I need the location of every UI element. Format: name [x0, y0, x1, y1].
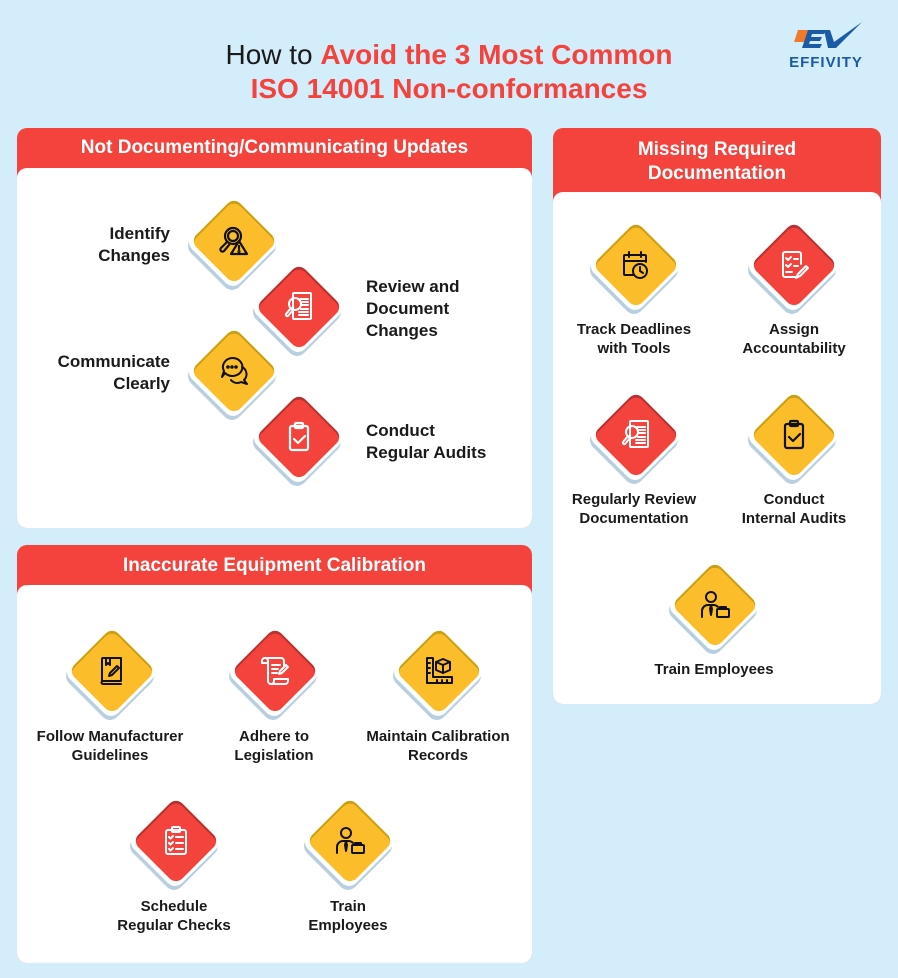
diamond-conduct-regular-audits [253, 394, 345, 486]
diamond-conduct-internal-audits [748, 392, 840, 484]
label-communicate: Communicate Clearly [57, 352, 170, 393]
diamond-adhere-legislation [229, 628, 321, 720]
diamond-track-deadlines [590, 222, 682, 314]
search-warning-icon [216, 223, 252, 259]
checklist-pen-icon [776, 247, 812, 283]
section-title: Not Documenting/Communicating Updates [80, 137, 469, 158]
label-follow-guidelines: Follow Manufacturer Guidelines [36, 728, 184, 764]
ev-logo-mark-icon [768, 20, 884, 54]
diamond-train-employees [669, 562, 761, 654]
label-conduct-regular-audits: Conduct Regular Audits [366, 421, 487, 462]
page-title: How to Avoid the 3 Most Common ISO 14001 Non-conformances [225, 39, 673, 104]
label-assign-accountability: Assign Accountability [742, 321, 846, 357]
label-identify-changes: Identify Changes [98, 224, 170, 265]
book-pen-icon [94, 653, 130, 689]
employee-briefcase-icon [697, 587, 733, 623]
diamond-maintain-records [393, 628, 485, 720]
chat-bubbles-icon [216, 353, 252, 389]
label-train-employees: Train Employees [654, 661, 774, 678]
label-schedule-checks: Schedule Regular Checks [117, 898, 231, 934]
document-search-icon [281, 289, 317, 325]
label-adhere-legislation: Adhere to Legislation [234, 728, 314, 764]
calendar-clock-icon [618, 247, 654, 283]
employee-briefcase-icon [332, 823, 368, 859]
section-title: Inaccurate Equipment Calibration [123, 555, 426, 576]
diamond-assign-accountability [748, 222, 840, 314]
label-track-deadlines: Track Deadlines with Tools [576, 321, 692, 357]
clipboard-list-icon [158, 823, 194, 859]
diamond-schedule-checks [130, 798, 222, 890]
document-search-icon [618, 417, 654, 453]
diamond-regularly-review [590, 392, 682, 484]
label-train-employees-calibration: Train Employees [308, 898, 388, 934]
scroll-pen-icon [257, 653, 293, 689]
clipboard-check-icon [281, 419, 317, 455]
effivity-logo [768, 20, 884, 70]
diamond-train-employees-calibration [304, 798, 396, 890]
diamond-follow-guidelines [66, 628, 158, 720]
label-regularly-review: Regularly Review Documentation [571, 491, 697, 527]
label-conduct-internal-audits: Conduct Internal Audits [741, 491, 847, 527]
logo-text: EFFIVITY [789, 54, 863, 71]
clipboard-check-icon [776, 417, 812, 453]
section-title: Missing Required Documentation [637, 139, 797, 184]
label-review-document: Review and Document Changes [366, 277, 460, 340]
label-maintain-records: Maintain Calibration Records [366, 728, 510, 764]
ruler-cube-icon [421, 653, 457, 689]
